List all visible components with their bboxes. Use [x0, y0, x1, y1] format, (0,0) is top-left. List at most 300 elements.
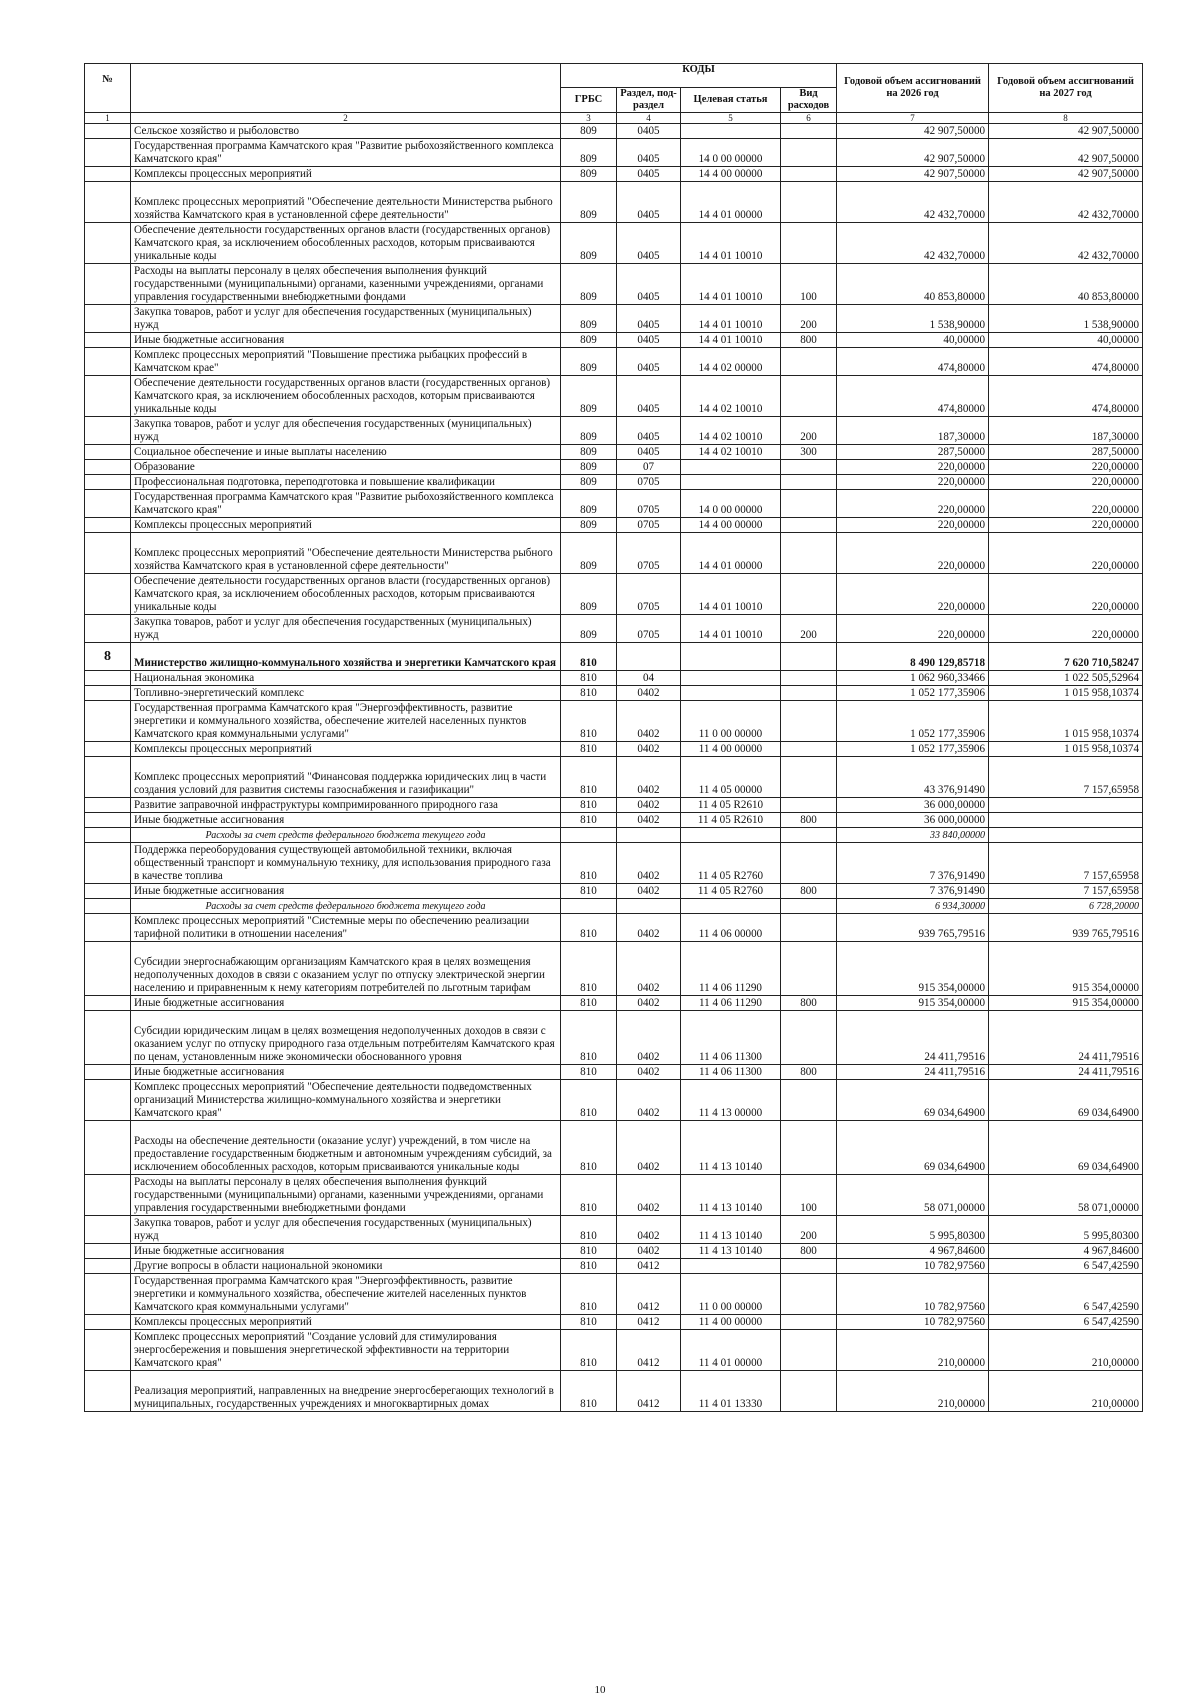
- row-amount-2026: 220,00000: [837, 615, 989, 643]
- header-grbs: ГРБС: [561, 88, 617, 113]
- row-kind: 200: [781, 615, 837, 643]
- row-grbs: 809: [561, 460, 617, 475]
- row-number: [85, 518, 131, 533]
- row-target: 14 4 01 10010: [681, 333, 781, 348]
- row-section: 0402: [617, 843, 681, 884]
- row-name: Иные бюджетные ассигнования: [131, 996, 561, 1011]
- row-target: 11 4 13 10140: [681, 1121, 781, 1175]
- row-grbs: 809: [561, 475, 617, 490]
- row-target: 14 4 00 00000: [681, 518, 781, 533]
- row-section: [617, 828, 681, 843]
- row-target: 11 4 00 00000: [681, 1315, 781, 1330]
- row-kind: [781, 942, 837, 996]
- row-name: Поддержка переоборудования существующей автомобильной техники, включая общественный транспорт и коммунальную технику, для использования природного газа в качестве топлива: [131, 843, 561, 884]
- row-section: 04: [617, 671, 681, 686]
- column-number: 5: [681, 113, 781, 124]
- row-name: Государственная программа Камчатского края "Развитие рыбохозяйственного комплекса Камчатского края": [131, 490, 561, 518]
- row-target: 14 0 00 00000: [681, 490, 781, 518]
- row-number: [85, 1315, 131, 1330]
- row-grbs: 810: [561, 843, 617, 884]
- table-row: [85, 996, 1143, 1011]
- row-grbs: 810: [561, 996, 617, 1011]
- row-amount-2026: 1 538,90000: [837, 305, 989, 333]
- row-kind: [781, 533, 837, 574]
- table-row: [85, 1080, 1143, 1121]
- row-section: 0402: [617, 1065, 681, 1080]
- row-number: [85, 139, 131, 167]
- row-amount-2027: 210,00000: [989, 1371, 1143, 1412]
- table-body: [85, 124, 1143, 1412]
- table-row: [85, 1216, 1143, 1244]
- header-2027: Годовой объем ассигнований на 2027 год: [989, 64, 1143, 113]
- row-target: 11 4 13 00000: [681, 1080, 781, 1121]
- row-grbs: 810: [561, 686, 617, 701]
- row-target: 14 4 01 00000: [681, 182, 781, 223]
- row-number: [85, 124, 131, 139]
- row-amount-2027: 6 547,42590: [989, 1274, 1143, 1315]
- row-grbs: 809: [561, 348, 617, 376]
- row-kind: [781, 518, 837, 533]
- row-section: 0405: [617, 264, 681, 305]
- column-number: 1: [85, 113, 131, 124]
- row-target: [681, 643, 781, 671]
- row-grbs: 810: [561, 701, 617, 742]
- row-kind: [781, 1315, 837, 1330]
- row-amount-2026: 24 411,79516: [837, 1065, 989, 1080]
- row-target: 11 4 06 11290: [681, 942, 781, 996]
- row-target: 11 4 06 11290: [681, 996, 781, 1011]
- row-target: 14 4 02 00000: [681, 348, 781, 376]
- row-amount-2027: 915 354,00000: [989, 996, 1143, 1011]
- row-amount-2027: 220,00000: [989, 490, 1143, 518]
- row-amount-2027: 42 907,50000: [989, 124, 1143, 139]
- row-kind: 200: [781, 305, 837, 333]
- row-target: 14 0 00 00000: [681, 139, 781, 167]
- row-number: [85, 757, 131, 798]
- header-section: Раздел, под-раздел: [617, 88, 681, 113]
- row-grbs: 810: [561, 813, 617, 828]
- row-section: 0402: [617, 1244, 681, 1259]
- row-number: [85, 843, 131, 884]
- row-section: 0405: [617, 305, 681, 333]
- row-amount-2027: 7 620 710,58247: [989, 643, 1143, 671]
- table-row: [85, 843, 1143, 884]
- row-amount-2027: 915 354,00000: [989, 942, 1143, 996]
- table-row: [85, 1175, 1143, 1216]
- row-section: 0405: [617, 223, 681, 264]
- table-row: [85, 686, 1143, 701]
- row-amount-2026: 474,80000: [837, 348, 989, 376]
- row-target: [681, 686, 781, 701]
- row-section: [617, 899, 681, 914]
- header-name: [131, 64, 561, 113]
- row-amount-2027: 187,30000: [989, 417, 1143, 445]
- row-grbs: 809: [561, 223, 617, 264]
- table-row: [85, 1121, 1143, 1175]
- row-section: 0405: [617, 167, 681, 182]
- row-kind: [781, 899, 837, 914]
- row-target: 14 4 01 10010: [681, 615, 781, 643]
- row-number: [85, 942, 131, 996]
- row-number: [85, 671, 131, 686]
- row-amount-2027: 7 157,65958: [989, 757, 1143, 798]
- row-kind: [781, 124, 837, 139]
- row-section: 0412: [617, 1315, 681, 1330]
- row-name: Комплекс процессных мероприятий "Финансовая поддержка юридических лиц в части создания условий для развития системы газоснабжения и газификации": [131, 757, 561, 798]
- row-kind: [781, 742, 837, 757]
- table-row: [85, 264, 1143, 305]
- row-kind: 800: [781, 884, 837, 899]
- table-row: [85, 1011, 1143, 1065]
- row-name: Закупка товаров, работ и услуг для обеспечения государственных (муниципальных) нужд: [131, 417, 561, 445]
- row-target: 11 4 01 13330: [681, 1371, 781, 1412]
- table-row: [85, 167, 1143, 182]
- row-target: [681, 828, 781, 843]
- row-target: 11 4 06 11300: [681, 1065, 781, 1080]
- row-section: 0412: [617, 1371, 681, 1412]
- row-target: 11 4 00 00000: [681, 742, 781, 757]
- row-kind: [781, 828, 837, 843]
- row-name: Комплексы процессных мероприятий: [131, 167, 561, 182]
- row-number: [85, 376, 131, 417]
- row-grbs: 810: [561, 1216, 617, 1244]
- row-name: Закупка товаров, работ и услуг для обеспечения государственных (муниципальных) нужд: [131, 615, 561, 643]
- row-section: 0705: [617, 475, 681, 490]
- row-kind: [781, 376, 837, 417]
- row-amount-2027: 220,00000: [989, 533, 1143, 574]
- row-name: Расходы на обеспечение деятельности (оказание услуг) учреждений, в том числе на предоставление государственным бюджетным и автономным учреждениям субсидий, за исключением обособленных расходов, которым присваиваются уникальные коды: [131, 1121, 561, 1175]
- row-number: [85, 813, 131, 828]
- row-grbs: 810: [561, 1274, 617, 1315]
- row-number: [85, 305, 131, 333]
- row-number: [85, 1244, 131, 1259]
- table-row: [85, 460, 1143, 475]
- row-number: [85, 223, 131, 264]
- row-amount-2026: 10 782,97560: [837, 1259, 989, 1274]
- row-target: 11 4 01 00000: [681, 1330, 781, 1371]
- row-name: Иные бюджетные ассигнования: [131, 1244, 561, 1259]
- row-target: 14 4 02 10010: [681, 417, 781, 445]
- row-target: 11 4 05 R2760: [681, 884, 781, 899]
- row-amount-2027: 1 015 958,10374: [989, 742, 1143, 757]
- row-number: [85, 686, 131, 701]
- table-row: [85, 884, 1143, 899]
- row-kind: [781, 475, 837, 490]
- row-name: Сельское хозяйство и рыболовство: [131, 124, 561, 139]
- row-number: [85, 1274, 131, 1315]
- row-target: 11 4 13 10140: [681, 1175, 781, 1216]
- row-amount-2026: 220,00000: [837, 518, 989, 533]
- table-row: [85, 475, 1143, 490]
- row-number: [85, 899, 131, 914]
- row-amount-2026: 220,00000: [837, 574, 989, 615]
- row-amount-2026: 43 376,91490: [837, 757, 989, 798]
- row-grbs: 809: [561, 615, 617, 643]
- row-amount-2026: 5 995,80300: [837, 1216, 989, 1244]
- row-number: [85, 884, 131, 899]
- row-kind: [781, 1274, 837, 1315]
- table-row: [85, 671, 1143, 686]
- row-grbs: 809: [561, 124, 617, 139]
- row-amount-2027: 474,80000: [989, 376, 1143, 417]
- row-number: [85, 533, 131, 574]
- row-target: 14 4 01 10010: [681, 223, 781, 264]
- column-number: 4: [617, 113, 681, 124]
- row-name: Комплексы процессных мероприятий: [131, 742, 561, 757]
- row-amount-2026: 220,00000: [837, 460, 989, 475]
- table-row: [85, 828, 1143, 843]
- row-grbs: 809: [561, 518, 617, 533]
- row-target: 11 4 06 11300: [681, 1011, 781, 1065]
- row-amount-2027: [989, 828, 1143, 843]
- row-amount-2026: 7 376,91490: [837, 884, 989, 899]
- table-row: [85, 139, 1143, 167]
- row-name: Образование: [131, 460, 561, 475]
- row-amount-2027: [989, 798, 1143, 813]
- row-name: Комплекс процессных мероприятий "Системные меры по обеспечению реализации тарифной политики в отношении населения": [131, 914, 561, 942]
- row-grbs: 810: [561, 1244, 617, 1259]
- row-grbs: 810: [561, 1175, 617, 1216]
- row-amount-2027: 69 034,64900: [989, 1121, 1143, 1175]
- row-name: Обеспечение деятельности государственных органов власти (государственных органов) Камчатского края, за исключением обособленных расходов, которым присваиваются уникальные коды: [131, 223, 561, 264]
- row-amount-2026: 8 490 129,85718: [837, 643, 989, 671]
- row-number: [85, 701, 131, 742]
- row-amount-2027: 1 015 958,10374: [989, 701, 1143, 742]
- row-amount-2027: 6 547,42590: [989, 1259, 1143, 1274]
- row-amount-2026: 42 432,70000: [837, 223, 989, 264]
- row-grbs: 809: [561, 533, 617, 574]
- table-row: [85, 1315, 1143, 1330]
- row-amount-2027: 5 995,80300: [989, 1216, 1143, 1244]
- row-kind: [781, 167, 837, 182]
- table-row: [85, 182, 1143, 223]
- row-name: Другие вопросы в области национальной экономики: [131, 1259, 561, 1274]
- row-section: 0405: [617, 417, 681, 445]
- table-row: [85, 742, 1143, 757]
- row-target: 11 4 13 10140: [681, 1216, 781, 1244]
- budget-table-sheet: [84, 63, 1142, 1412]
- row-amount-2026: 1 052 177,35906: [837, 701, 989, 742]
- row-kind: 800: [781, 996, 837, 1011]
- row-name: Расходы за счет средств федерального бюджета текущего года: [131, 899, 561, 914]
- table-row: [85, 348, 1143, 376]
- row-amount-2026: 42 907,50000: [837, 167, 989, 182]
- row-kind: 800: [781, 813, 837, 828]
- column-number: 7: [837, 113, 989, 124]
- row-amount-2027: 69 034,64900: [989, 1080, 1143, 1121]
- header-2026: Годовой объем ассигнований на 2026 год: [837, 64, 989, 113]
- row-grbs: 809: [561, 333, 617, 348]
- row-amount-2027: 6 728,20000: [989, 899, 1143, 914]
- row-amount-2026: 187,30000: [837, 417, 989, 445]
- row-number: [85, 460, 131, 475]
- row-kind: [781, 1259, 837, 1274]
- row-kind: [781, 223, 837, 264]
- row-grbs: 810: [561, 1330, 617, 1371]
- row-grbs: 810: [561, 1259, 617, 1274]
- row-amount-2026: 915 354,00000: [837, 996, 989, 1011]
- row-kind: [781, 1080, 837, 1121]
- row-amount-2027: 474,80000: [989, 348, 1143, 376]
- row-kind: [781, 671, 837, 686]
- row-number: [85, 1216, 131, 1244]
- row-name: Государственная программа Камчатского края "Энергоэффективность, развитие энергетики и коммунального хозяйства, обеспечение жителей населенных пунктов Камчатского края коммунальными услугами": [131, 701, 561, 742]
- row-number: [85, 333, 131, 348]
- row-amount-2026: 10 782,97560: [837, 1274, 989, 1315]
- row-kind: 300: [781, 445, 837, 460]
- row-grbs: 810: [561, 1011, 617, 1065]
- row-number: [85, 574, 131, 615]
- table-row: [85, 417, 1143, 445]
- row-number: [85, 167, 131, 182]
- row-name: Иные бюджетные ассигнования: [131, 813, 561, 828]
- row-kind: [781, 574, 837, 615]
- row-name: Обеспечение деятельности государственных органов власти (государственных органов) Камчатского края, за исключением обособленных расходов, которым присваиваются уникальные коды: [131, 376, 561, 417]
- row-kind: 100: [781, 264, 837, 305]
- row-target: 11 4 05 R2610: [681, 813, 781, 828]
- row-section: 0412: [617, 1274, 681, 1315]
- row-grbs: 809: [561, 305, 617, 333]
- row-name: Комплекс процессных мероприятий "Обеспечение деятельности подведомственных организаций Министерства жилищно-коммунального хозяйства и энергетики Камчатского края": [131, 1080, 561, 1121]
- row-amount-2026: 36 000,00000: [837, 813, 989, 828]
- table-row: [85, 798, 1143, 813]
- row-kind: 200: [781, 1216, 837, 1244]
- row-grbs: 809: [561, 490, 617, 518]
- row-kind: [781, 757, 837, 798]
- row-section: 0405: [617, 124, 681, 139]
- row-section: 0402: [617, 884, 681, 899]
- row-name: Комплекс процессных мероприятий "Создание условий для стимулирования энергосбережения и повышения энергетической эффективности на территории Камчатского края": [131, 1330, 561, 1371]
- row-grbs: 810: [561, 942, 617, 996]
- row-kind: [781, 686, 837, 701]
- row-target: [681, 460, 781, 475]
- row-target: 11 0 00 00000: [681, 1274, 781, 1315]
- table-row: [85, 1065, 1143, 1080]
- row-number: [85, 1011, 131, 1065]
- row-section: 0705: [617, 615, 681, 643]
- row-amount-2027: 4 967,84600: [989, 1244, 1143, 1259]
- row-amount-2026: 42 907,50000: [837, 139, 989, 167]
- budget-table: [84, 63, 1143, 1412]
- row-target: 14 4 02 10010: [681, 376, 781, 417]
- row-name: Субсидии юридическим лицам в целях возмещения недополученных доходов в связи с оказанием услуг по отпуску природного газа отдельным потребителям Камчатского края по ценам, установленным ниже экономически обоснованного уровня: [131, 1011, 561, 1065]
- row-grbs: 809: [561, 445, 617, 460]
- row-amount-2026: 939 765,79516: [837, 914, 989, 942]
- row-grbs: 810: [561, 1080, 617, 1121]
- row-number: [85, 490, 131, 518]
- row-section: 0405: [617, 139, 681, 167]
- row-section: [617, 643, 681, 671]
- row-section: 0705: [617, 533, 681, 574]
- row-kind: [781, 139, 837, 167]
- row-amount-2027: 40 853,80000: [989, 264, 1143, 305]
- row-section: 0402: [617, 1080, 681, 1121]
- row-grbs: 809: [561, 167, 617, 182]
- row-number: [85, 182, 131, 223]
- row-amount-2026: 58 071,00000: [837, 1175, 989, 1216]
- header-codes: КОДЫ: [561, 64, 837, 88]
- table-row: [85, 899, 1143, 914]
- row-name: Расходы на выплаты персоналу в целях обеспечения выполнения функций государственными (муниципальными) органами, казенными учреждениями, органами управления государственными внебюджетными фондами: [131, 1175, 561, 1216]
- row-grbs: 810: [561, 742, 617, 757]
- row-name: Субсидии энергоснабжающим организациям Камчатского края в целях возмещения недополученных доходов в связи с оказанием услуг по отпуску электрической энергии населению и приравненным к нему категориям потребителей по льготным тарифам: [131, 942, 561, 996]
- row-section: 0402: [617, 942, 681, 996]
- row-name: Комплекс процессных мероприятий "Обеспечение деятельности Министерства рыбного хозяйства Камчатского края в установленной сфере деятельности": [131, 533, 561, 574]
- row-number: [85, 264, 131, 305]
- row-number: [85, 798, 131, 813]
- row-grbs: 810: [561, 1315, 617, 1330]
- row-amount-2027: [989, 813, 1143, 828]
- table-row: [85, 223, 1143, 264]
- row-amount-2026: 40 853,80000: [837, 264, 989, 305]
- row-grbs: 810: [561, 1371, 617, 1412]
- row-name: Комплекс процессных мероприятий "Повышение престижа рыбацких профессий в Камчатском крае": [131, 348, 561, 376]
- row-grbs: 810: [561, 914, 617, 942]
- row-section: 0402: [617, 1121, 681, 1175]
- table-row: [85, 914, 1143, 942]
- row-target: 11 4 05 R2610: [681, 798, 781, 813]
- table-row: [85, 533, 1143, 574]
- row-section: 07: [617, 460, 681, 475]
- row-target: 11 4 05 00000: [681, 757, 781, 798]
- table-row: [85, 574, 1143, 615]
- row-section: 0412: [617, 1259, 681, 1274]
- row-amount-2026: 1 062 960,33466: [837, 671, 989, 686]
- row-kind: [781, 348, 837, 376]
- column-number: 6: [781, 113, 837, 124]
- row-amount-2027: 220,00000: [989, 475, 1143, 490]
- row-amount-2027: 220,00000: [989, 518, 1143, 533]
- row-grbs: 809: [561, 417, 617, 445]
- row-amount-2026: 220,00000: [837, 475, 989, 490]
- row-target: [681, 899, 781, 914]
- row-section: 0405: [617, 445, 681, 460]
- table-row: [85, 333, 1143, 348]
- row-target: 14 4 02 10010: [681, 445, 781, 460]
- row-grbs: [561, 828, 617, 843]
- row-amount-2027: 40,00000: [989, 333, 1143, 348]
- row-amount-2027: 1 015 958,10374: [989, 686, 1143, 701]
- page-number: 10: [594, 1684, 606, 1696]
- row-number: [85, 1080, 131, 1121]
- row-number: [85, 1175, 131, 1216]
- row-section: 0402: [617, 1216, 681, 1244]
- row-kind: [781, 460, 837, 475]
- row-kind: 200: [781, 417, 837, 445]
- row-amount-2026: 287,50000: [837, 445, 989, 460]
- row-number: [85, 1330, 131, 1371]
- row-kind: 100: [781, 1175, 837, 1216]
- row-grbs: [561, 899, 617, 914]
- table-row: [85, 1259, 1143, 1274]
- row-section: 0402: [617, 1011, 681, 1065]
- row-name: Государственная программа Камчатского края "Развитие рыбохозяйственного комплекса Камчатского края": [131, 139, 561, 167]
- row-kind: 800: [781, 1065, 837, 1080]
- row-number: [85, 914, 131, 942]
- row-amount-2026: 4 967,84600: [837, 1244, 989, 1259]
- row-section: 0405: [617, 348, 681, 376]
- row-amount-2026: 474,80000: [837, 376, 989, 417]
- row-number: [85, 615, 131, 643]
- row-amount-2027: 42 432,70000: [989, 223, 1143, 264]
- row-amount-2027: 58 071,00000: [989, 1175, 1143, 1216]
- row-number: [85, 1259, 131, 1274]
- row-amount-2026: 24 411,79516: [837, 1011, 989, 1065]
- row-kind: [781, 843, 837, 884]
- row-section: 0402: [617, 914, 681, 942]
- row-grbs: 810: [561, 798, 617, 813]
- row-name: Профессиональная подготовка, переподготовка и повышение квалификации: [131, 475, 561, 490]
